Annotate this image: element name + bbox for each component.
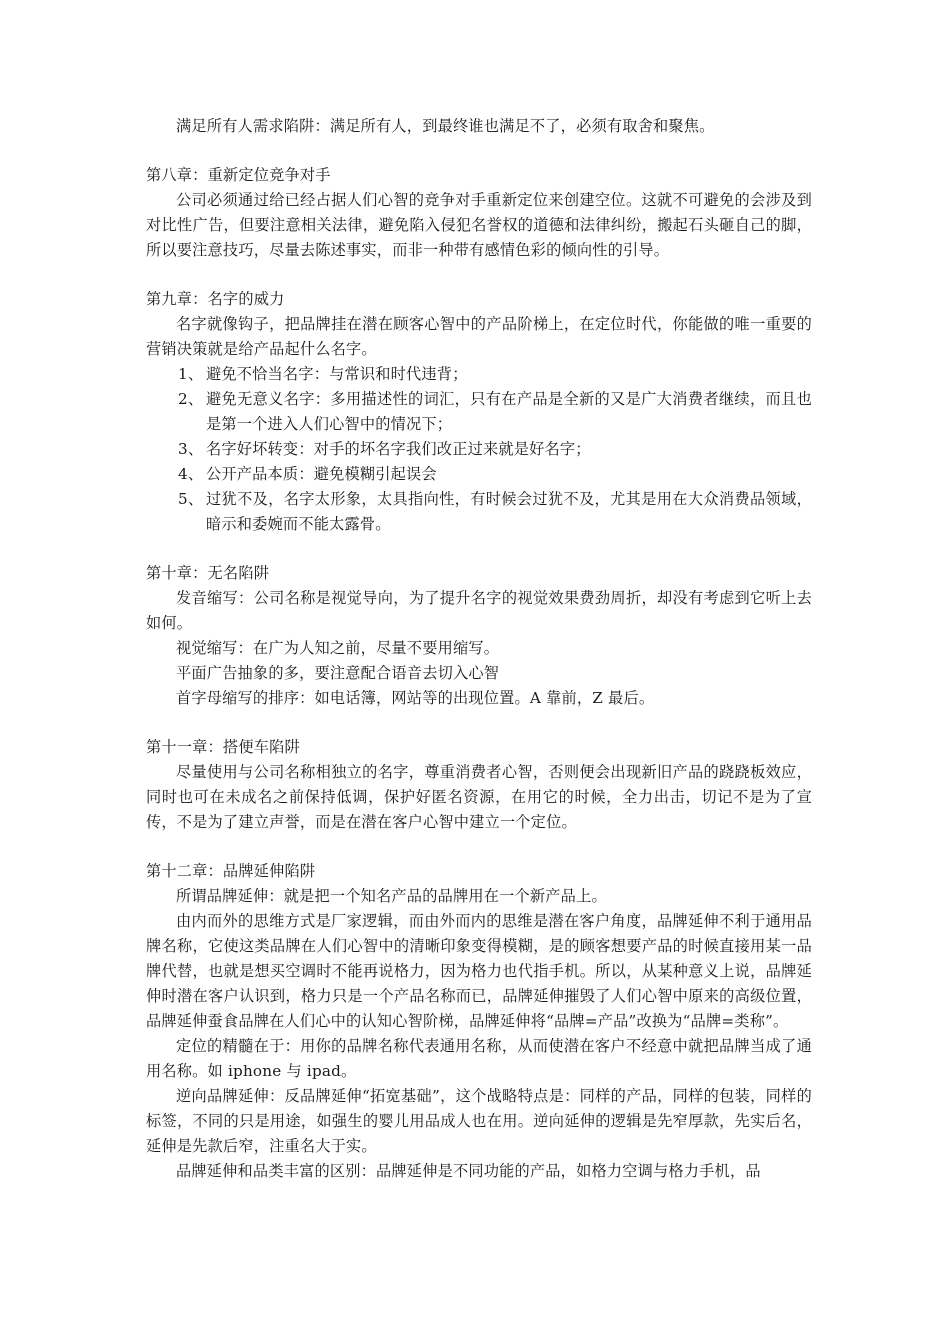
paragraph: 视觉缩写：在广为人知之前，尽量不要用缩写。 (176, 639, 500, 657)
chapter-9-heading: 第九章：名字的威力 (146, 290, 285, 308)
paragraph: 发音缩写：公司名称是视觉导向，为了提升名字的视觉效果费劲周折，却没有考虑到它听上去如何。 (146, 589, 812, 632)
paragraph: 定位的精髓在于：用你的品牌名称代表通用名称，从而使潜在客户不经意中就把品牌当成了通用名称。如 iphone 与 ipad。 (146, 1037, 812, 1080)
paragraph: 名字就像钩子，把品牌挂在潜在顾客心智中的产品阶梯上，在定位时代，你能做的唯一重要的营销决策就是给产品起什么名字。 (146, 315, 812, 358)
spacer (146, 263, 812, 287)
list-item (146, 437, 812, 462)
spacer (146, 711, 812, 735)
list-text: 避免无意义名字：多用描述性的词汇，只有在产品是全新的又是广大消费者继续，而且也是第一个进入人们心智中的情况下； (206, 390, 812, 433)
spacer (146, 835, 812, 859)
list-item (146, 462, 812, 487)
paragraph: 尽量使用与公司名称相独立的名字，尊重消费者心智，否则便会出现新旧产品的跷跷板效应，同时也可在未成名之前保持低调，保护好匿名资源，在用它的时候，全力出击，切记不是为了宣传，不是为了建立声誉，而是在潜在客户心智中建立一个定位。 (146, 763, 812, 831)
chapter-12-heading: 第十二章：品牌延伸陷阱 (146, 862, 316, 880)
paragraph: 所谓品牌延伸：就是把一个知名产品的品牌用在一个新产品上。 (176, 887, 607, 905)
paragraph: 满足所有人需求陷阱：满足所有人，到最终谁也满足不了，必须有取舍和聚焦。 (176, 117, 715, 135)
list-item (146, 362, 812, 387)
paragraph: 由内而外的思维方式是厂家逻辑，而由外而内的思维是潜在客户角度，品牌延伸不利于通用品牌名称，它使这类品牌在人们心智中的清晰印象变得模糊，是的顾客想要产品的时候直接用某一品牌代替，也就是想买空调时不能再说格力，因为格力也代指手机。所以，从某种意义上说，品牌延伸时潜在客户认识到，格力只是一个产品名称而已，品牌延伸摧毁了人们心智中原来的高级位置，品牌延伸蚕食品牌在人们心中的认知心智阶梯，品牌延伸将“品牌=产品”改换为“品牌=类称”。 (146, 912, 812, 1030)
paragraph: 首字母缩写的排序：如电话簿，网站等的出现位置。A 靠前，Z 最后。 (176, 689, 655, 707)
spacer (146, 537, 812, 561)
chapter-8-heading: 第八章：重新定位竞争对手 (146, 166, 331, 184)
paragraph: 平面广告抽象的多，要注意配合语音去切入心智 (176, 664, 500, 682)
list-number: 1、 (178, 365, 204, 383)
list-item (146, 387, 812, 437)
paragraph: 品牌延伸和品类丰富的区别：品牌延伸是不同功能的产品，如格力空调与格力手机，品 (176, 1162, 761, 1180)
list-text: 过犹不及，名字太形象，太具指向性，有时候会过犹不及，尤其是用在大众消费品领域，暗示和委婉而不能太露骨。 (206, 490, 812, 533)
list-text: 避免不恰当名字：与常识和时代违背； (206, 365, 468, 383)
list-number: 2、 (178, 390, 204, 408)
document-body (146, 114, 812, 1184)
list-number: 5、 (178, 490, 204, 508)
paragraph: 逆向品牌延伸：反品牌延伸“拓宽基础”，这个战略特点是：同样的产品，同样的包装，同样的标签，不同的只是用途，如强生的婴儿用品成人也在用。逆向延伸的逻辑是先窄厚款，先实后名，延伸是先款后窄，注重名大于实。 (146, 1087, 812, 1155)
list-number: 4、 (178, 465, 204, 483)
chapter-11-heading: 第十一章：搭便车陷阱 (146, 738, 300, 756)
chapter-10-heading: 第十章：无名陷阱 (146, 564, 270, 582)
list-text: 名字好坏转变：对手的坏名字我们改正过来就是好名字； (206, 440, 591, 458)
paragraph: 公司必须通过给已经占据人们心智的竞争对手重新定位来创建空位。这就不可避免的会涉及到对比性广告，但要注意相关法律，避免陷入侵犯名誉权的道德和法律纠纷，搬起石头砸自己的脚，所以要注意技巧，尽量去陈述事实，而非一种带有感情色彩的倾向性的引导。 (146, 191, 812, 259)
list-number: 3、 (178, 440, 204, 458)
list-item (146, 487, 812, 537)
spacer (146, 139, 812, 163)
list-text: 公开产品本质：避免模糊引起误会 (206, 465, 437, 483)
